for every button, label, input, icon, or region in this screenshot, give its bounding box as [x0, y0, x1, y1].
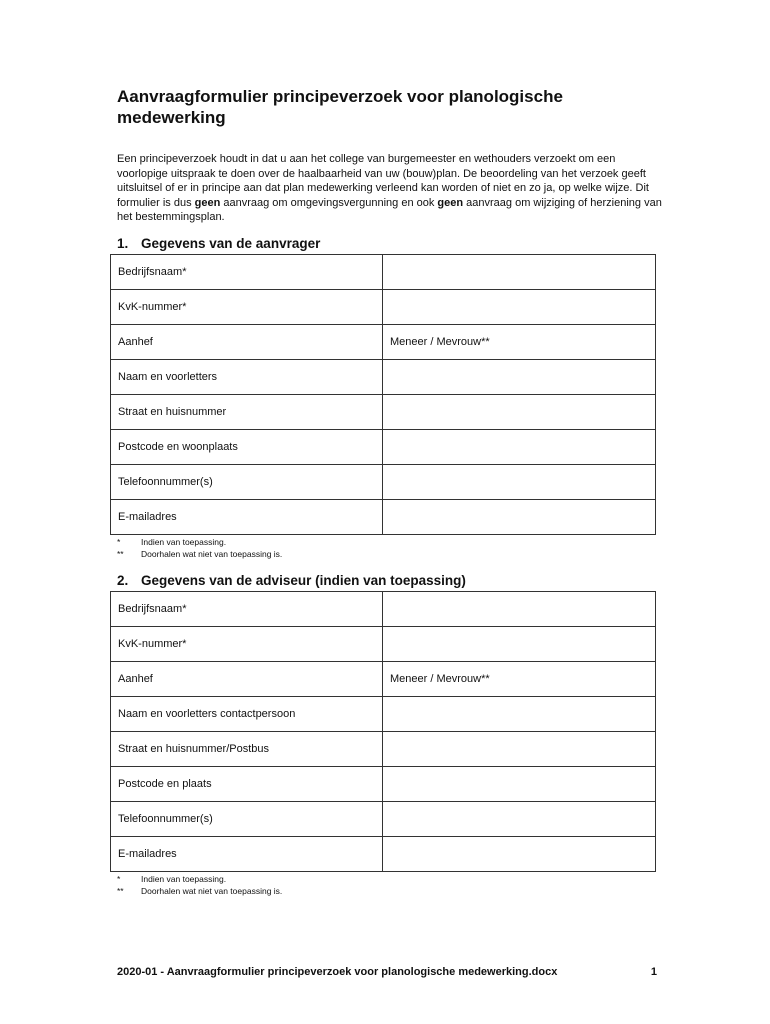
table-row — [111, 732, 656, 767]
page-footer — [117, 966, 657, 978]
field-label: KvK-nummer* — [111, 627, 383, 662]
table-row — [111, 662, 656, 697]
field-value[interactable] — [383, 255, 656, 290]
field-label: Telefoonnummer(s) — [111, 802, 383, 837]
field-value[interactable]: Meneer / Mevrouw** — [383, 325, 656, 360]
field-value[interactable] — [383, 767, 656, 802]
section2-title: Gegevens van de adviseur (indien van toepassing) — [141, 573, 466, 588]
section2-heading — [117, 573, 466, 588]
footnote-mark: ** — [117, 549, 124, 559]
field-label: E-mailadres — [111, 500, 383, 535]
field-value[interactable] — [383, 465, 656, 500]
footnote-text: Doorhalen wat niet van toepassing is. — [141, 886, 283, 896]
footnote-mark: ** — [117, 886, 124, 896]
footnote — [117, 548, 282, 560]
field-value[interactable] — [383, 290, 656, 325]
field-value[interactable] — [383, 395, 656, 430]
table-row — [111, 325, 656, 360]
section1-table — [110, 254, 656, 535]
footnote — [117, 885, 282, 897]
table-row — [111, 290, 656, 325]
field-label: KvK-nummer* — [111, 290, 383, 325]
intro-text-3: aanvraag om wijziging of herziening van het bestemmingsplan. — [117, 196, 662, 224]
field-value[interactable] — [383, 802, 656, 837]
table-row — [111, 395, 656, 430]
table-row — [111, 592, 656, 627]
field-label: Postcode en plaats — [111, 767, 383, 802]
table-row — [111, 802, 656, 837]
intro-paragraph — [117, 152, 662, 225]
intro-bold-1: geen — [194, 196, 221, 209]
field-label: Telefoonnummer(s) — [111, 465, 383, 500]
field-value[interactable] — [383, 360, 656, 395]
intro-bold-2: geen — [437, 196, 464, 209]
field-label: Postcode en woonplaats — [111, 430, 383, 465]
field-value[interactable] — [383, 500, 656, 535]
footer-filename: 2020-01 - Aanvraagformulier principeverzoek voor planologische medewerking.docx — [117, 966, 558, 978]
footnote-text: Indien van toepassing. — [141, 874, 227, 884]
field-value[interactable] — [383, 837, 656, 872]
section2-table — [110, 591, 656, 872]
table-row — [111, 360, 656, 395]
field-value[interactable] — [383, 592, 656, 627]
page-title: Aanvraagformulier principeverzoek voor planologische medewerking — [117, 87, 563, 127]
section1-footnotes — [117, 536, 282, 560]
field-label: Naam en voorletters contactpersoon — [111, 697, 383, 732]
field-label: E-mailadres — [111, 837, 383, 872]
section1-heading — [117, 236, 320, 251]
section1-title: Gegevens van de aanvrager — [141, 236, 321, 251]
page-number: 1 — [650, 966, 657, 978]
section2-footnotes — [117, 873, 282, 897]
field-label: Bedrijfsnaam* — [111, 592, 383, 627]
field-value[interactable] — [383, 627, 656, 662]
table-row — [111, 767, 656, 802]
footnote — [117, 536, 282, 548]
field-value[interactable] — [383, 732, 656, 767]
table-row — [111, 627, 656, 662]
table-row — [111, 255, 656, 290]
field-label: Bedrijfsnaam* — [111, 255, 383, 290]
field-label: Aanhef — [111, 662, 383, 697]
field-value[interactable] — [383, 430, 656, 465]
section1-number: 1. — [117, 236, 129, 251]
intro-text-2: aanvraag om omgevingsvergunning en ook — [220, 196, 438, 209]
table-row — [111, 465, 656, 500]
field-value[interactable]: Meneer / Mevrouw** — [383, 662, 656, 697]
section2-number: 2. — [117, 573, 129, 588]
field-label: Straat en huisnummer — [111, 395, 383, 430]
table-row — [111, 500, 656, 535]
field-value[interactable] — [383, 697, 656, 732]
table-row — [111, 837, 656, 872]
footnote-text: Doorhalen wat niet van toepassing is. — [141, 549, 283, 559]
footnote-mark: * — [117, 537, 121, 547]
table-row — [111, 430, 656, 465]
footnote-text: Indien van toepassing. — [141, 537, 227, 547]
field-label: Aanhef — [111, 325, 383, 360]
field-label: Straat en huisnummer/Postbus — [111, 732, 383, 767]
field-label: Naam en voorletters — [111, 360, 383, 395]
footnote — [117, 873, 282, 885]
intro-text-1: Een principeverzoek houdt in dat u aan het college van burgemeester en wethouders verzoekt om een voorlopige uitspraak te doen over de haalbaarheid van uw (bouw)plan. De beoordeling van het verzoek geeft uitsluitsel of er in principe aan dat plan medewerking verleend kan worden of niet en zo ja, op welke wijze. Dit formulier is dus — [117, 153, 649, 209]
table-row — [111, 697, 656, 732]
footnote-mark: * — [117, 874, 121, 884]
